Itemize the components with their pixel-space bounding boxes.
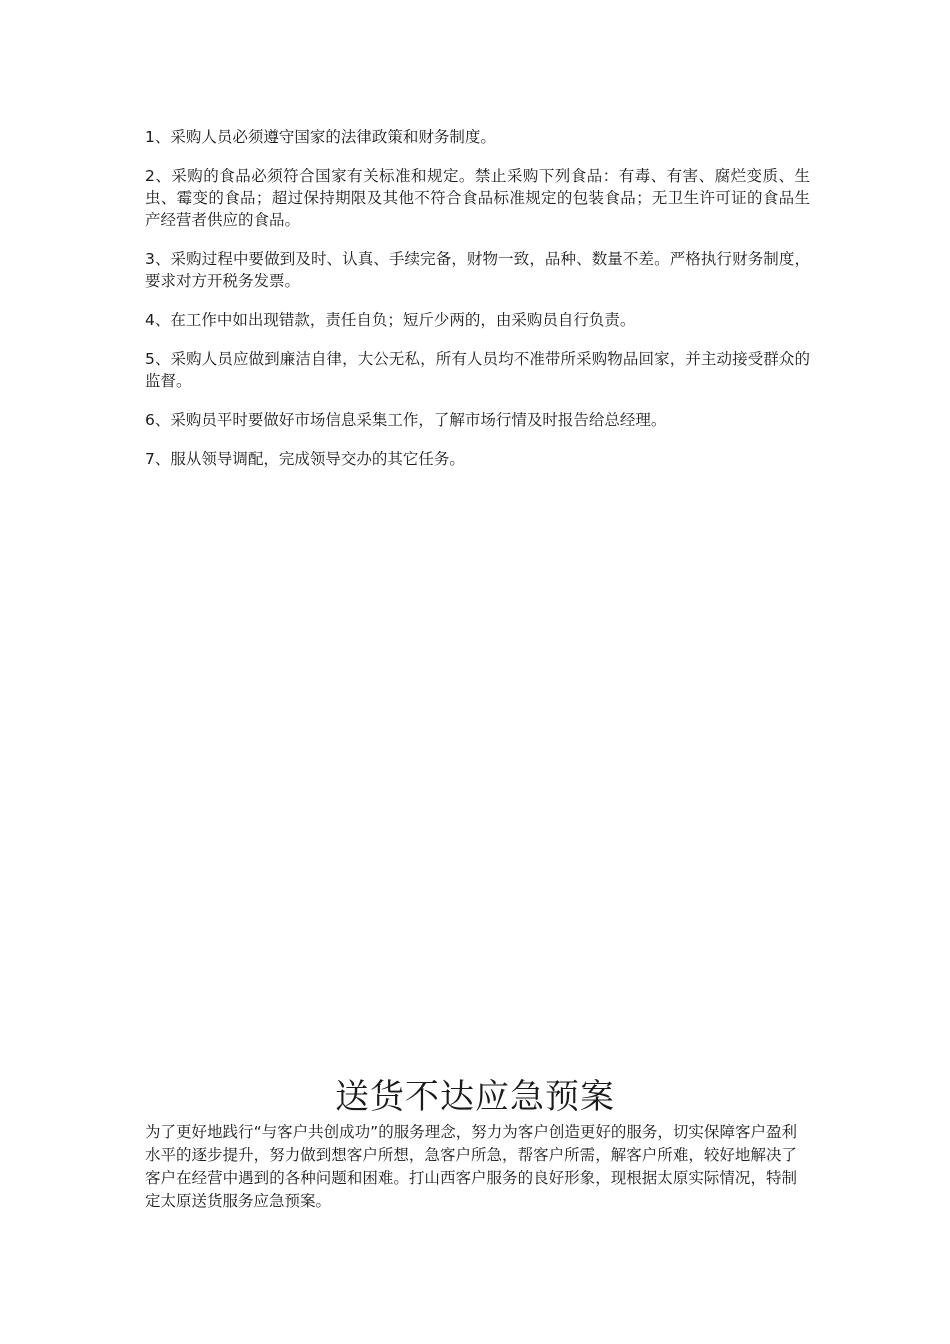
rule-item-2: 2、采购的食品必须符合国家有关标准和规定。禁止采购下列食品：有毒、有害、腐烂变质、生虫、霉变的食品；超过保持期限及其他不符合食品标准规定的包装食品；无卫生许可证的食品生产经营者供应的食品。 — [145, 167, 810, 229]
procurement-rules-list — [145, 126, 810, 487]
rule-item-7: 7、服从领导调配，完成领导交办的其它任务。 — [145, 450, 465, 468]
section-title: 送货不达应急预案 — [335, 1077, 615, 1117]
rule-item-5: 5、采购人员应做到廉洁自律，大公无私，所有人员均不准带所采购物品回家，并主动接受群众的监督。 — [145, 350, 810, 390]
rule-item-3: 3、采购过程中要做到及时、认真、手续完备，财物一致，品种、数量不差。严格执行财务制度，要求对方开税务发票。 — [145, 250, 810, 290]
rule-item-6: 6、采购员平时要做好市场信息采集工作，了解市场行情及时报告给总经理。 — [145, 411, 667, 429]
rule-item-4: 4、在工作中如出现错款，责任自负；短斤少两的，由采购员自行负责。 — [145, 311, 636, 329]
section-intro-paragraph: 为了更好地践行“与客户共创成功”的服务理念，努力为客户创造更好的服务，切实保障客户盈利水平的逐步提升，努力做到想客户所想，急客户所急，帮客户所需，解客户所难，较好地解决了客户在经营中遇到的各种问题和困难。打山西客户服务的良好形象，现根据太原实际情况，特制定太原送货服务应急预案。 — [145, 1123, 797, 1210]
rule-item-1: 1、采购人员必须遵守国家的法律政策和财务制度。 — [145, 128, 496, 146]
